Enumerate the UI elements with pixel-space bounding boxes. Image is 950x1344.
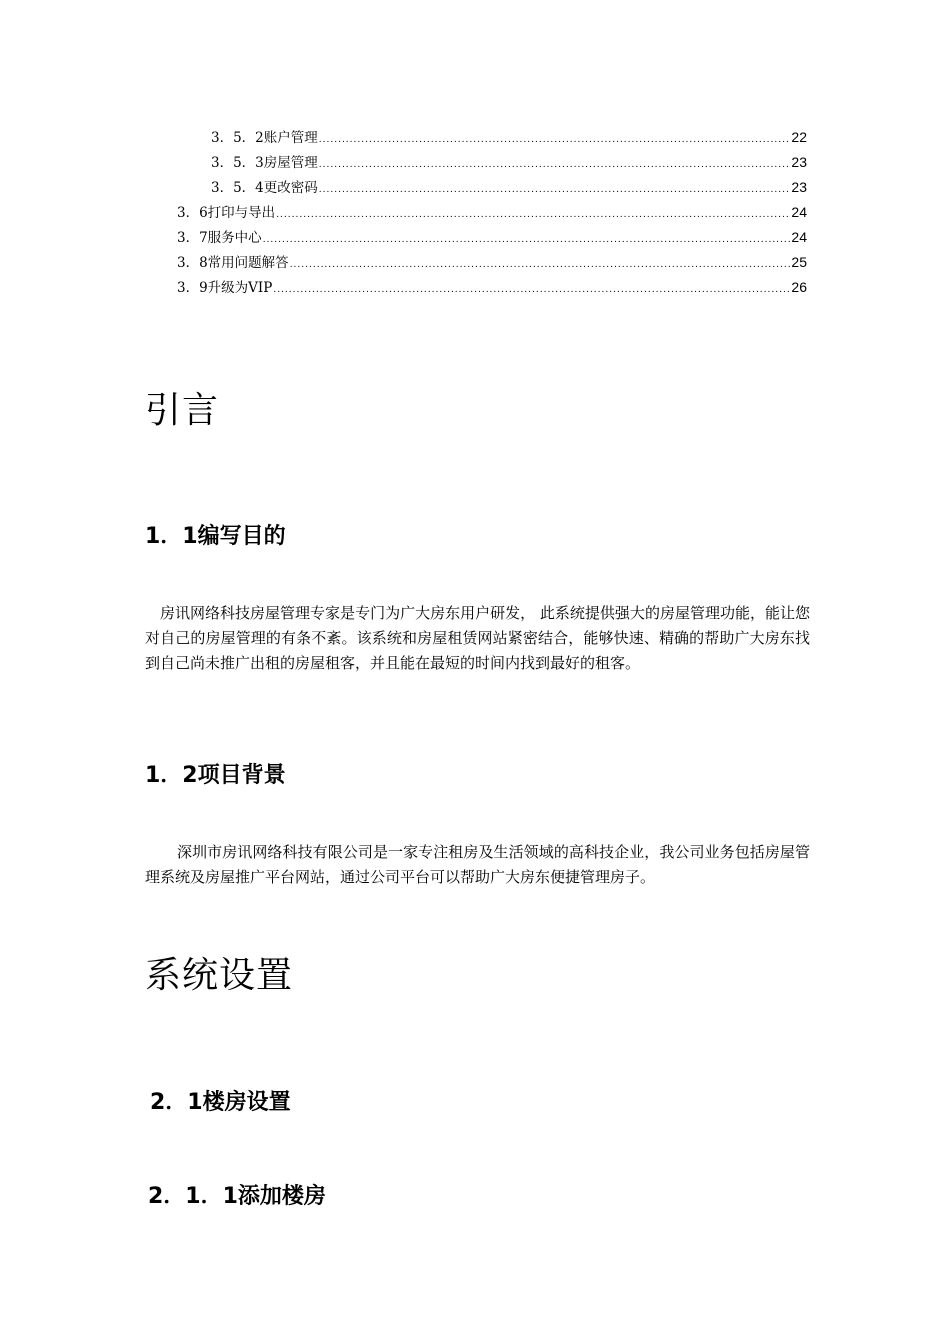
- toc-entry[interactable]: [211, 127, 807, 147]
- toc-entry-page: 22: [791, 129, 807, 145]
- toc-entry-title: 3．8常用问题解答: [177, 255, 289, 271]
- paragraph-background: 深圳市房讯网络科技有限公司是一家专注租房及生活领域的高科技企业，我公司业务包括房屋管理系统及房屋推广平台网站，通过公司平台可以帮助广大房东便捷管理房子。: [145, 843, 810, 886]
- toc-entry[interactable]: [177, 202, 807, 222]
- toc-entry-title: 3．5．3房屋管理: [211, 155, 318, 171]
- heading-building-settings: 2．1楼房设置: [150, 1090, 291, 1115]
- toc-entry-title: 3．6打印与导出: [177, 205, 276, 221]
- toc-leader: [263, 230, 791, 250]
- toc-entry-page: 24: [791, 229, 807, 245]
- heading-background: 1．2项目背景: [145, 763, 286, 788]
- toc-entry[interactable]: [177, 277, 807, 297]
- toc-leader: [319, 155, 791, 175]
- toc-leader: [319, 180, 791, 200]
- toc-leader: [273, 280, 790, 300]
- toc-leader: [290, 255, 791, 275]
- toc-leader: [319, 130, 791, 150]
- toc-entry-page: 26: [791, 279, 807, 295]
- toc-entry-page: 23: [791, 179, 807, 195]
- heading-intro: 引言: [145, 390, 220, 431]
- toc-entry-title: 3．7服务中心: [177, 230, 262, 246]
- toc-entry-title: 3．9升级为VIP: [177, 280, 273, 296]
- toc-entry[interactable]: [211, 152, 807, 172]
- toc-entry[interactable]: [177, 252, 807, 272]
- paragraph-purpose: 房讯网络科技房屋管理专家是专门为广大房东用户研发， 此系统提供强大的房屋管理功能，能让您对自己的房屋管理的有条不紊。该系统和房屋租赁网站紧密结合，能够快速、精确的帮助广大房东找到自己尚未推广出租的房屋租客，并且能在最短的时间内找到最好的租客。: [145, 604, 810, 672]
- toc-entry-page: 24: [791, 204, 807, 220]
- toc-leader: [276, 205, 790, 225]
- heading-purpose: 1．1编写目的: [145, 524, 286, 549]
- toc-entry-page: 23: [791, 154, 807, 170]
- heading-system-settings: 系统设置: [145, 955, 294, 996]
- toc-entry-page: 25: [791, 254, 807, 270]
- toc-entry-title: 3．5．4更改密码: [211, 180, 318, 196]
- toc-entry[interactable]: [211, 177, 807, 197]
- toc-entry-title: 3．5．2账户管理: [211, 130, 318, 146]
- toc-entry[interactable]: [177, 227, 807, 247]
- heading-add-building: 2．1．1添加楼房: [148, 1184, 326, 1209]
